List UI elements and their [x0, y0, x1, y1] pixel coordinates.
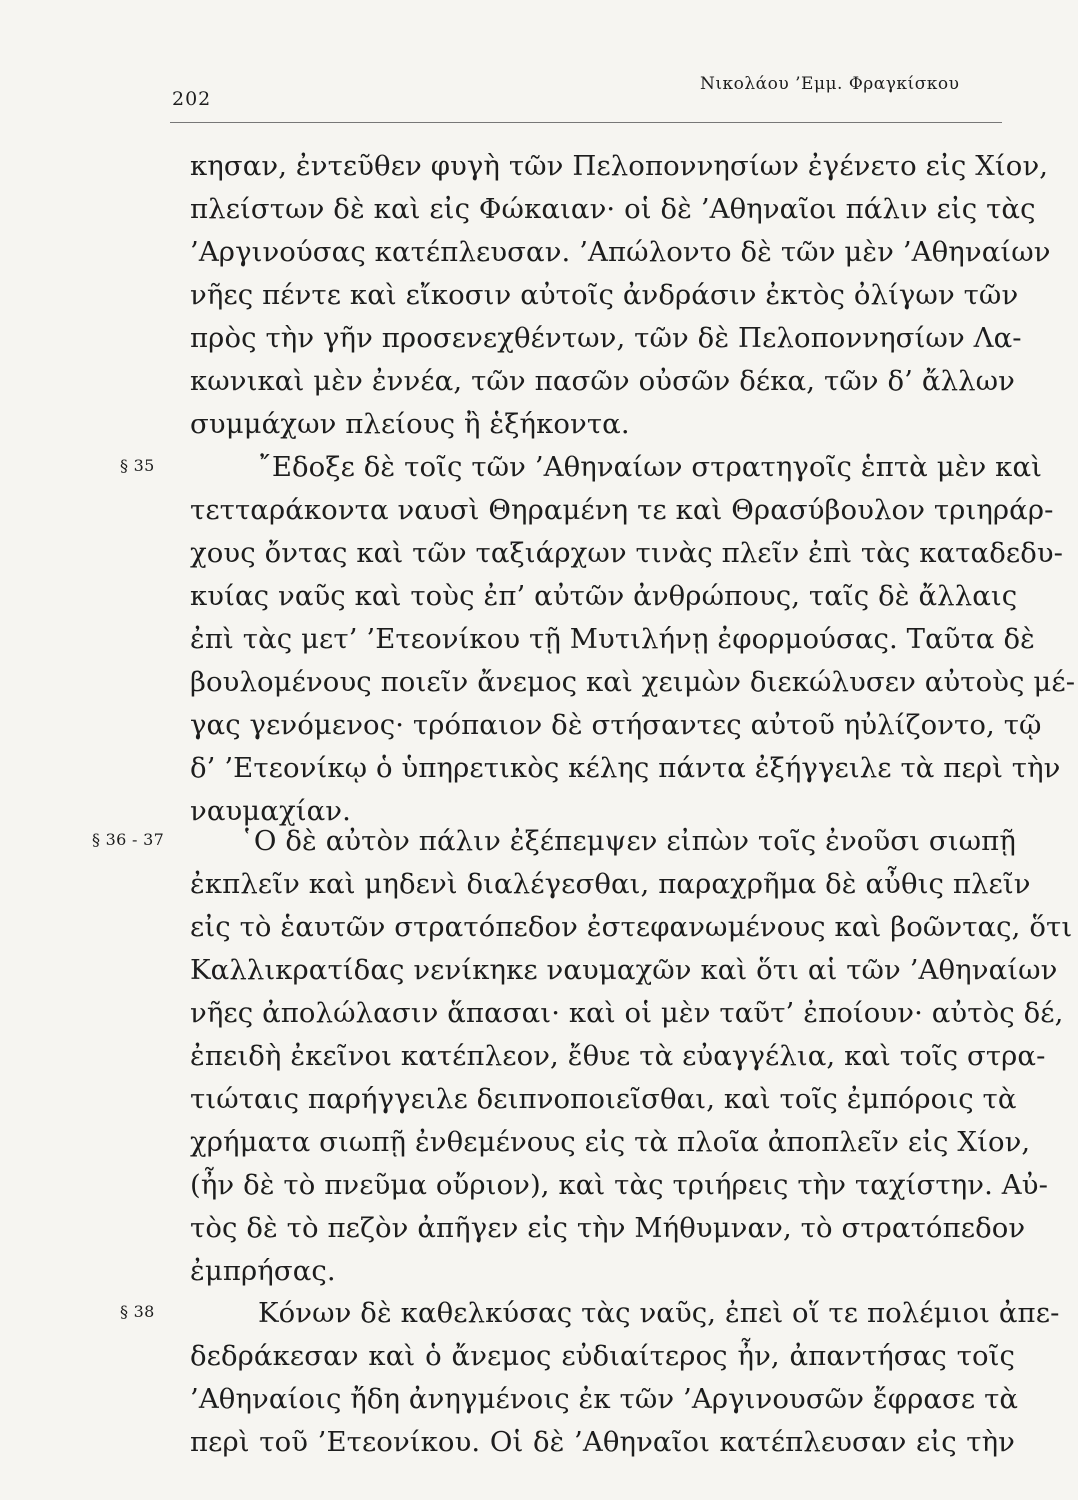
- text-line: (ἦν δὲ τὸ πνεῦμα οὔριον), καὶ τὰς τριήρεις τὴν ταχίστην. Αὐ-: [190, 1169, 1048, 1201]
- text-line: κωνικαὶ μὲν ἐννέα, τῶν πασῶν οὐσῶν δέκα, τῶν δ’ ἄλλων: [190, 365, 1015, 397]
- page-number: 202: [172, 88, 212, 110]
- text-line: εἰς τὸ ἑαυτῶν στρατόπεδον ἐστεφανωμένους καὶ βοῶντας, ὅτι: [190, 911, 1073, 943]
- section-marker-36-37: § 36 - 37: [92, 830, 165, 849]
- text-line: ναυμαχίαν.: [190, 795, 351, 827]
- running-head: Νικολάου ’Εμμ. Φραγκίσκου: [700, 74, 960, 94]
- text-line: πρὸς τὴν γῆν προσενεχθέντων, τῶν δὲ Πελοποννησίων Λα-: [190, 322, 1022, 354]
- text-line: ἐπὶ τὰς μετ’ ’Ετεονίκου τῇ Μυτιλήνῃ ἐφορμούσας. Ταῦτα δὲ: [190, 623, 1035, 655]
- text-line: συμμάχων πλείους ἢ ἑξήκοντα.: [190, 408, 630, 440]
- text-line: ῾Ο δὲ αὐτὸν πάλιν ἐξέπεμψεν εἰπὼν τοῖς ἐνοῦσι σιωπῇ: [240, 825, 1016, 857]
- text-line: περὶ τοῦ ’Ετεονίκου. Οἱ δὲ ’Αθηναῖοι κατέπλευσαν εἰς τὴν: [190, 1426, 1015, 1458]
- text-line: τὸς δὲ τὸ πεζὸν ἀπῆγεν εἰς τὴν Μήθυμναν, τὸ στρατόπεδον: [190, 1212, 1026, 1244]
- text-line: χρήματα σιωπῇ ἐνθεμένους εἰς τὰ πλοῖα ἀποπλεῖν εἰς Χίον,: [190, 1126, 1031, 1158]
- text-line: δ’ ’Ετεονίκῳ ὁ ὑπηρετικὸς κέλης πάντα ἐξήγγειλε τὰ περὶ τὴν: [190, 752, 1061, 784]
- text-line: πλείστων δὲ καὶ εἰς Φώκαιαν· οἱ δὲ ’Αθηναῖοι πάλιν εἰς τὰς: [190, 193, 1036, 225]
- text-line: δεδράκεσαν καὶ ὁ ἄνεμος εὐδιαίτερος ἦν, ἀπαντήσας τοῖς: [190, 1340, 1015, 1372]
- text-line: ἐπειδὴ ἐκεῖνοι κατέπλεον, ἔθυε τὰ εὐαγγέλια, καὶ τοῖς στρα-: [190, 1040, 1046, 1072]
- text-line: βουλομένους ποιεῖν ἄνεμος καὶ χειμὼν διεκώλυσεν αὐτοὺς μέ-: [190, 666, 1076, 698]
- text-line: Κόνων δὲ καθελκύσας τὰς ναῦς, ἐπεὶ οἵ τε πολέμιοι ἀπε-: [258, 1297, 1060, 1329]
- text-line: γας γενόμενος· τρόπαιον δὲ στήσαντες αὐτοῦ ηὐλίζοντο, τῷ: [190, 709, 1042, 741]
- text-line: νῆες πέντε καὶ εἴκοσιν αὐτοῖς ἀνδράσιν ἐκτὸς ὀλίγων τῶν: [190, 279, 1019, 311]
- text-line: ἐμπρήσας.: [190, 1255, 336, 1287]
- header-rule: [170, 122, 1002, 123]
- section-marker-38: § 38: [120, 1302, 155, 1321]
- text-line: κυίας ναῦς καὶ τοὺς ἐπ’ αὐτῶν ἀνθρώπους, ταῖς δὲ ἄλλαις: [190, 580, 1018, 612]
- text-line: ’Αθηναίοις ἤδη ἀνηγμένοις ἐκ τῶν ’Αργινουσῶν ἔφρασε τὰ: [190, 1383, 1019, 1415]
- text-line: τετταράκοντα ναυσὶ Θηραμένη τε καὶ Θρασύβουλον τριηράρ-: [190, 494, 1054, 526]
- text-line: ’Αργινούσας κατέπλευσαν. ’Απώλοντο δὲ τῶν μὲν ’Αθηναίων: [190, 236, 1051, 268]
- text-line: χους ὄντας καὶ τῶν ταξιάρχων τινὰς πλεῖν ἐπὶ τὰς καταδεδυ-: [190, 537, 1064, 569]
- text-line: ῎Εδοξε δὲ τοῖς τῶν ’Αθηναίων στρατηγοῖς ἑπτὰ μὲν καὶ: [258, 451, 1043, 483]
- text-line: ἐκπλεῖν καὶ μηδενὶ διαλέγεσθαι, παραχρῆμα δὲ αὖθις πλεῖν: [190, 868, 1031, 900]
- text-line: Καλλικρατίδας νενίκηκε ναυμαχῶν καὶ ὅτι αἱ τῶν ’Αθηναίων: [190, 954, 1058, 986]
- section-marker-35: § 35: [120, 456, 155, 475]
- text-line: τιώταις παρήγγειλε δειπνοποιεῖσθαι, καὶ τοῖς ἐμπόροις τὰ: [190, 1083, 1017, 1115]
- text-line: κησαν, ἐντεῦθεν φυγὴ τῶν Πελοποννησίων ἐγένετο εἰς Χίον,: [190, 150, 1049, 182]
- text-line: νῆες ἀπολώλασιν ἅπασαι· καὶ οἱ μὲν ταῦτ’ ἐποίουν· αὐτὸς δέ,: [190, 997, 1064, 1029]
